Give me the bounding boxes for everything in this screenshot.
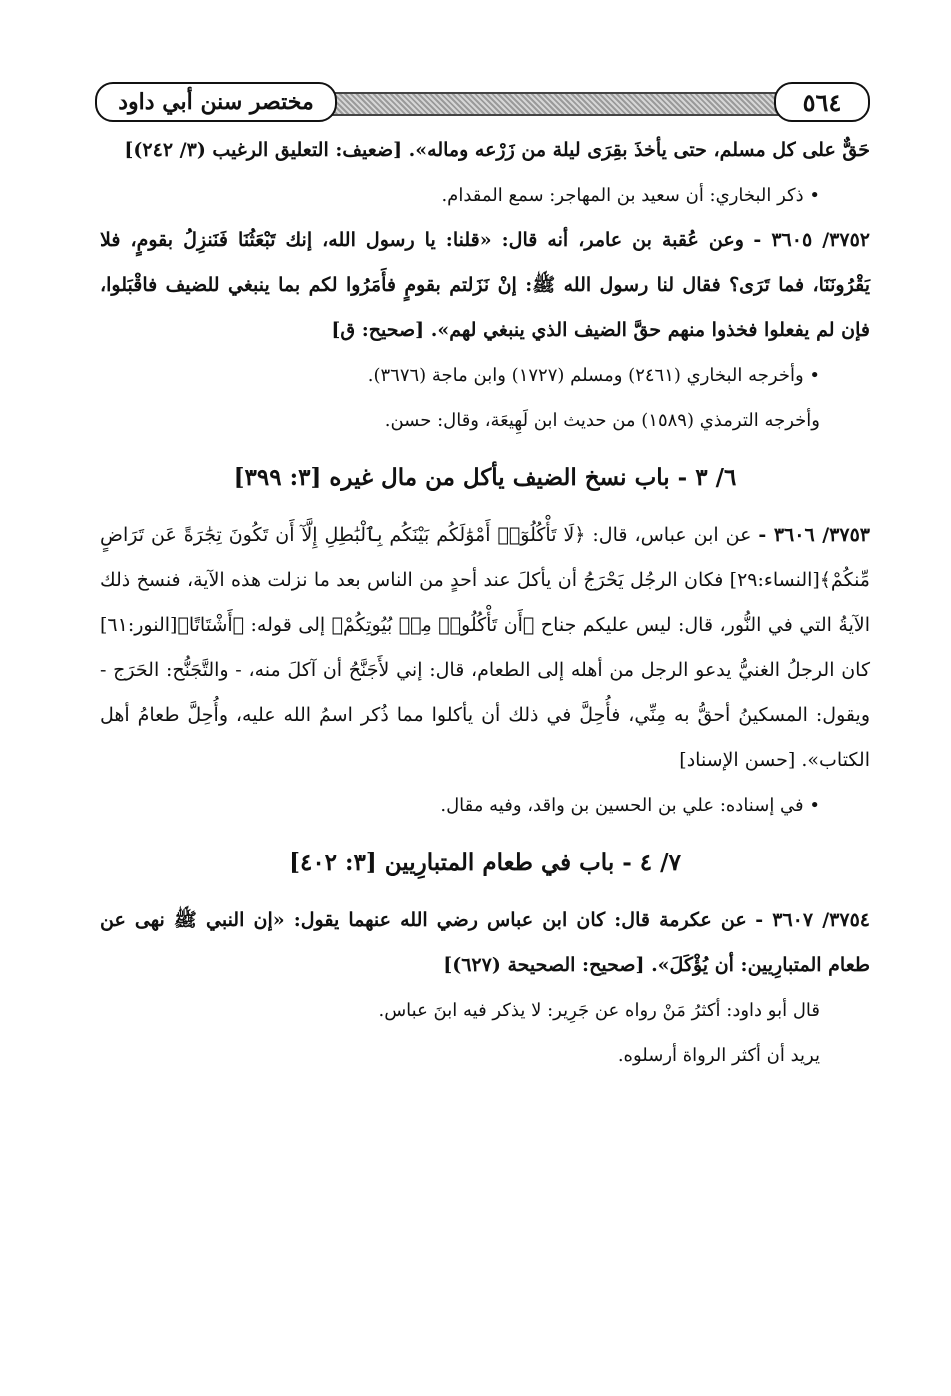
chapter-heading: ٦/ ٣ - باب نسخ الضيف يأكل من مال غيره [٣: ٣٩٩] (233, 464, 737, 491)
commentary-note: يريد أن أكثر الرواة أرسلوه. (617, 1045, 820, 1066)
page-body (100, 128, 870, 1078)
chapter-heading: ٧/ ٤ - باب في طعام المتبارِيين [٣: ٤٠٢] (289, 849, 681, 876)
hadith-text: عن عكرمة قال: كان ابن عباس رضي الله عنهما يقول: «إن النبي ﷺ نهى عن طعام المتبارِيين: أن يُؤْكَلَ». [صحيح: الصحيحة (٦٢٧)] (100, 909, 870, 976)
commentary-note: • ذكر البخاري: أن سعيد بن المهاجر: سمع المقدام. (100, 173, 870, 218)
hadith-text: وعن عُقبة بن عامر، أنه قال: «قلنا: يا رسول الله، إنك تَبْعَثُنَا فَنَنزِلُ بقومٍ، فلا يَقْرُونَنَا، فما تَرَى؟ فقال لنا رسول الله ﷺ: إنْ نَزَلتم بقومٍ فأَمَرُوا لكم بما ينبغي للضيف فاقْبَلوا، فإن لم يفعلوا فخذوا منهم حقَّ الضيف الذي ينبغي لهم». [صحيح: ق] (100, 229, 870, 341)
page-number: ٥٦٤ (774, 82, 870, 122)
commentary-note: قال أبو داود: أكثرُ مَنْ رواه عن جَرِير: لا يذكر فيه ابنَ عباس. (378, 1000, 820, 1021)
running-header (95, 78, 870, 128)
commentary-note: • وأخرجه البخاري (٢٤٦١) ومسلم (١٧٢٧) وابن ماجة (٣٦٧٦). (100, 353, 870, 398)
commentary-note: • في إسناده: علي بن الحسين بن واقد، وفيه مقال. (100, 783, 870, 828)
hadith-3752 (100, 218, 870, 353)
hadith-number: ٣٧٥٢/ ٣٦٠٥ - (753, 229, 870, 251)
hadith-3753 (100, 513, 870, 783)
book-title: مختصر سنن أبي داود (95, 82, 337, 122)
hadith-number: ٣٧٥٣/ ٣٦٠٦ - (758, 524, 870, 546)
hadith-continuation: حَقٌّ على كل مسلم، حتى يأخذَ بقِرَى ليلة من زَرْعه وماله». [ضعيف: التعليق الرغيب (٣/ ٢٤٢)] (124, 139, 870, 161)
commentary-note: وأخرجه الترمذي (١٥٨٩) من حديث ابن لَهِيعَة، وقال: حسن. (384, 410, 820, 431)
hadith-3754 (100, 898, 870, 988)
header-ornament-bar (330, 92, 780, 116)
hadith-text: عن ابن عباس، قال: ﴿لَا تَأْكُلُوٓا۟ أَمْوَٰلَكُم بَيْنَكُم بِٱلْبَٰطِلِ إِلَّآ أَن تَكُونَ تِجَٰرَةً عَن تَرَاضٍ مِّنكُمْ﴾[النساء:٢٩] فكان الرجُل يَحْرَجُ أن يأكلَ عند أحدٍ من الناس بعد ما نزلت هذه الآية، فنسخ ذلك الآيةُ التي في النُّور، قال: ليس عليكم جناح ﴿أَن تَأْكُلُوا۟ مِنۢ بُيُوتِكُمْ﴾ إلى قوله: ﴿أَشْتَاتًا﴾[النور:٦١] كان الرجلُ الغنيُّ يدعو الرجل من أهله إلى الطعام، قال: إني لأَجَنَّحُ أن آكلَ منه، - والتَّجَنُّح: الحَرَج - ويقول: المسكينُ أحقُّ به مِنِّي، فأُحِلَّ في ذلك أن يأكلوا مما ذُكر اسمُ الله عليه، وأُحِلَّ طعامُ أهل الكتاب». [حسن الإسناد] (100, 524, 870, 771)
hadith-number: ٣٧٥٤/ ٣٦٠٧ - (755, 909, 870, 931)
